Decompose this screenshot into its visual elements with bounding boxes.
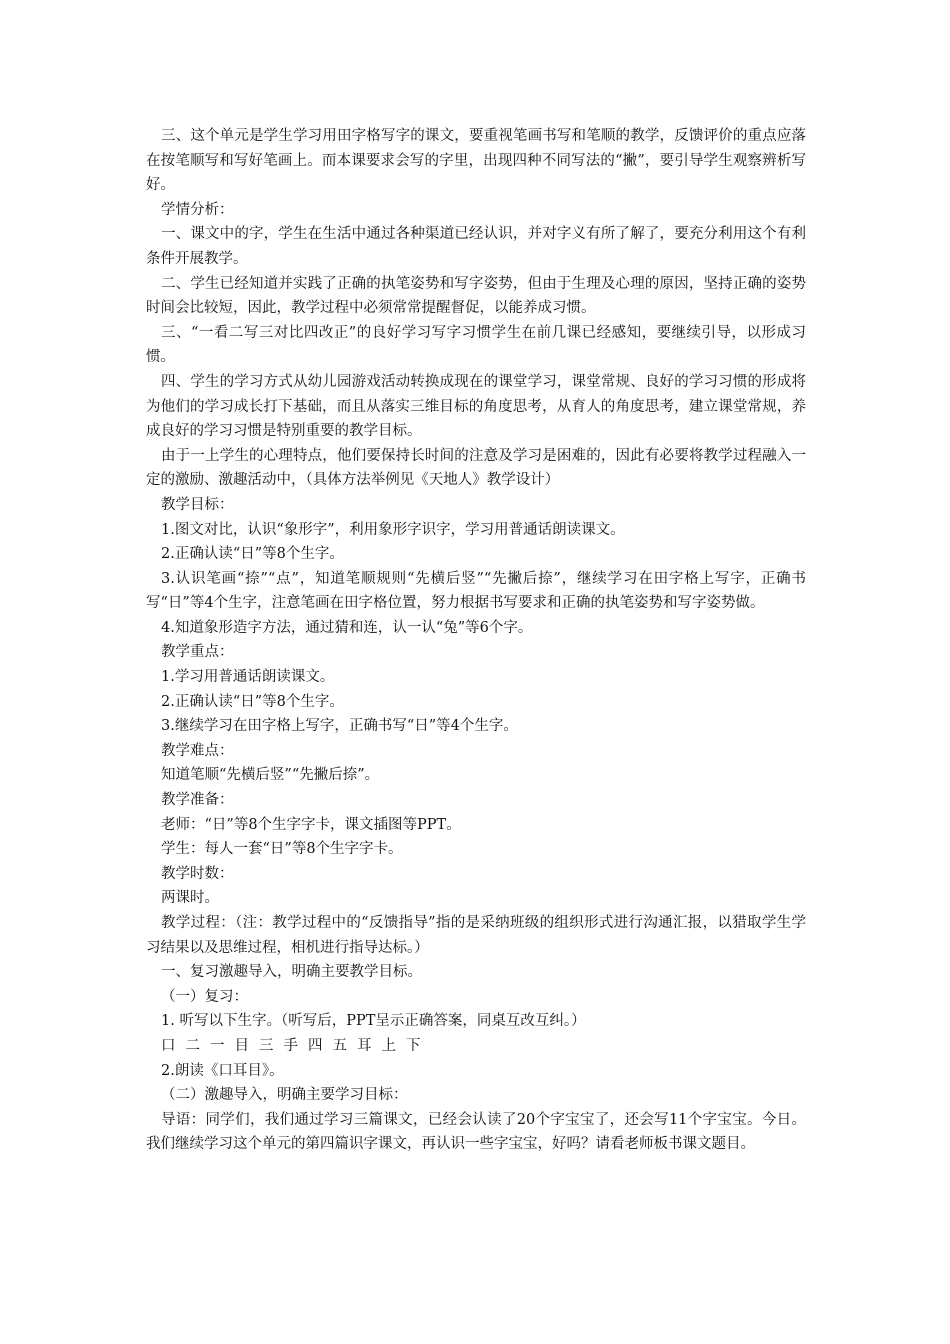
paragraph: （二）激趣导入，明确主要学习目标： xyxy=(161,1087,408,1104)
dictation-char: 三 xyxy=(259,1037,274,1054)
paragraph: 导语：同学们，我们通过学习三篇课文，已经会认读了20个字宝宝了，还会写11个字宝宝。今日。我们继续学习这个单元的第四篇识字课文，再认识一些字宝宝，好吗？请看老师板书课文题目。 xyxy=(146,1111,806,1153)
paragraph: 学生：每人一套“日”等8个生字字卡。 xyxy=(161,841,403,858)
paragraph: 3.继续学习在田字格上写字，正确书写“日”等4个生字。 xyxy=(161,718,518,735)
paragraph: 教学目标： xyxy=(161,496,234,513)
dictation-char: 耳 xyxy=(357,1037,372,1054)
paragraph: 教学准备： xyxy=(161,792,234,809)
paragraph: 一、课文中的字，学生在生活中通过各种渠道已经认识，并对字义有所了解了，要充分利用这个有利条件开展教学。 xyxy=(146,226,806,267)
paragraph: 4.知道象形造字方法，通过猜和连，认一认“兔”等6个字。 xyxy=(161,619,533,636)
paragraph: 3.认识笔画“捺”“点”，知道笔顺规则“先横后竖”“先撇后捺”，继续学习在田字格上写字，正确书写“日”等4个生字，注意笔画在田字格位置，努力根据书写要求和正确的执笔姿势和写字姿势做。 xyxy=(146,570,806,612)
paragraph: 二、学生已经知道并实践了正确的执笔姿势和写字姿势，但由于生理及心理的原因，坚持正确的姿势时间会比较短，因此，教学过程中必须常常提醒督促，以能养成习惯。 xyxy=(146,275,806,317)
paragraph: 1.学习用普通话朗读课文。 xyxy=(161,669,335,686)
paragraph: 教学时数： xyxy=(161,865,234,882)
paragraph: 教学重点： xyxy=(161,644,234,661)
paragraph: 老师：“日”等8个生字字卡，课文插图等PPT。 xyxy=(161,816,461,833)
paragraph: 由于一上学生的心理特点，他们要保持长时间的注意及学习是困难的，因此有必要将教学过程融入一定的激励、激趣活动中，（具体方法举例见《天地人》教学设计） xyxy=(146,447,806,489)
paragraph: 2.朗读《口耳目》。 xyxy=(161,1062,284,1079)
dictation-char: 二 xyxy=(185,1037,200,1054)
dictation-char: 目 xyxy=(234,1037,249,1054)
dictation-char: 手 xyxy=(283,1037,298,1054)
paragraph: （一）复习： xyxy=(161,988,248,1005)
paragraph: 知道笔顺“先横后竖”“先撇后捺”。 xyxy=(161,767,380,784)
document-body xyxy=(146,124,806,1157)
dictation-char: 五 xyxy=(332,1037,347,1054)
paragraph: 2.正确认读“日”等8个生字。 xyxy=(161,546,344,563)
paragraph-group-1 xyxy=(146,124,806,1034)
dictation-char: 下 xyxy=(406,1037,421,1054)
paragraph: 三、“一看二写三对比四改正”的良好学习写字习惯学生在前几课已经感知，要继续引导，以形成习惯。 xyxy=(146,324,806,366)
paragraph: 教学难点： xyxy=(161,742,234,759)
paragraph: 教学过程：（注：教学过程中的“反馈指导”指的是采纳班级的组织形式进行沟通汇报，以猎取学生学习结果以及思维过程，相机进行指导达标。） xyxy=(146,915,806,956)
dictation-char: 一 xyxy=(210,1037,225,1054)
dictation-characters xyxy=(146,1034,806,1059)
dictation-char: 四 xyxy=(308,1037,323,1054)
paragraph: 1. 听写以下生字。（听写后，PPT呈示正确答案，同桌互改互纠。） xyxy=(161,1013,586,1030)
paragraph: 学情分析： xyxy=(161,201,234,218)
paragraph: 1.图文对比，认识“象形字”，利用象形字识字，学习用普通话朗读课文。 xyxy=(161,521,625,538)
paragraph: 两课时。 xyxy=(161,890,219,907)
paragraph: 四、学生的学习方式从幼儿园游戏活动转换成现在的课堂学习，课堂常规、良好的学习习惯的形成将为他们的学习成长打下基础，而且从落实三维目标的角度思考，从育人的角度思考，建立课堂常规，养成良好的学习习惯是特别重要的教学目标。 xyxy=(146,373,806,440)
dictation-char: 口 xyxy=(161,1037,176,1054)
paragraph-group-2 xyxy=(146,1059,806,1157)
dictation-char: 上 xyxy=(381,1037,396,1054)
paragraph: 2.正确认读“日”等8个生字。 xyxy=(161,693,344,710)
paragraph: 三、这个单元是学生学习用田字格写字的课文，要重视笔画书写和笔顺的教学，反馈评价的重点应落在按笔顺写和写好笔画上。而本课要求会写的字里，出现四种不同写法的“撇”，要引导学生观察辨析写好。 xyxy=(146,128,806,194)
paragraph: 一、复习激趣导入，明确主要教学目标。 xyxy=(161,964,422,981)
